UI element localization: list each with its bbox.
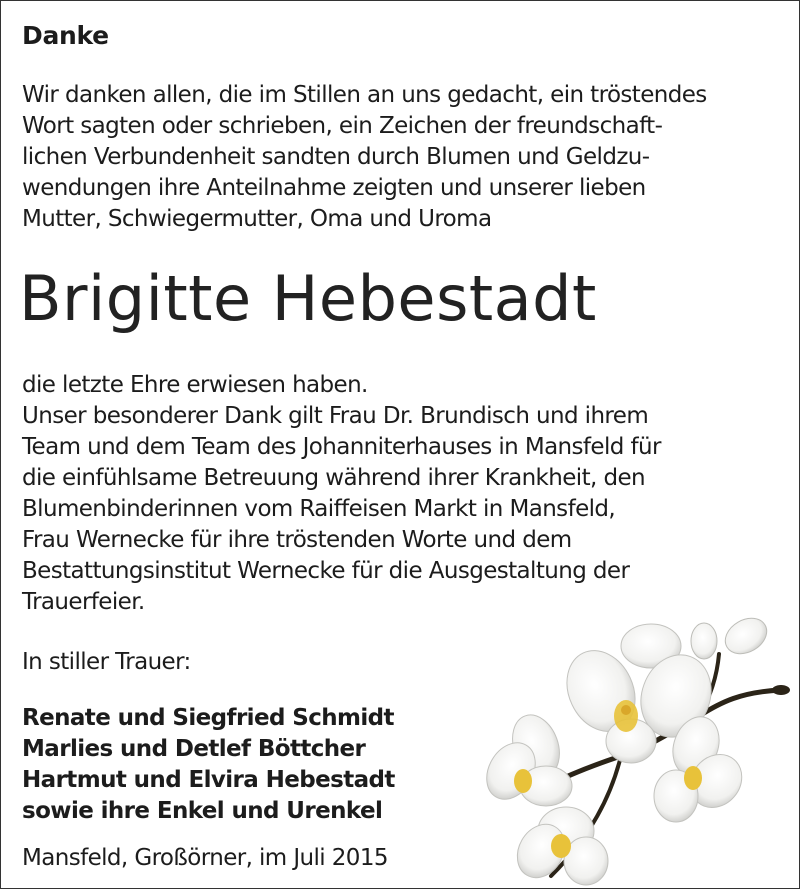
mourner-entry: Marlies und Detlef Böttcher [22, 736, 366, 762]
mourners-list [22, 703, 395, 827]
deceased-name: Brigitte Hebestadt [19, 262, 597, 335]
thanks-line: Unser besonderer Dank gilt Frau Dr. Brundisch und ihrem [22, 403, 649, 429]
thanks-line: Trauerfeier. [22, 589, 145, 615]
thanks-line: die einfühlsame Betreuung während ihrer Krankheit, den [22, 465, 645, 491]
thanks-line: Blumenbinderinnen vom Raiffeisen Markt in Mansfeld, [22, 496, 616, 522]
thanks-line: Team und dem Team des Johanniterhauses in Mansfeld für [22, 434, 661, 460]
orchid-flower-left [481, 708, 572, 808]
intro-line: Wir danken allen, die im Stillen an uns gedacht, ein tröstendes [22, 82, 707, 108]
intro-line: Mutter, Schwiegermutter, Oma und Uroma [22, 206, 492, 232]
thanks-line: Bestattungsinstitut Wernecke für die Ausgestaltung der [22, 558, 630, 584]
intro-line: Wort sagten oder schrieben, ein Zeichen der freundschaft- [22, 113, 663, 139]
mourner-entry: sowie ihre Enkel und Urenkel [22, 798, 383, 824]
notice-heading: Danke [22, 21, 109, 50]
intro-line: lichen Verbundenheit sandten durch Blumen und Geldzu- [22, 144, 650, 170]
thanks-line: die letzte Ehre erwiesen haben. [22, 372, 368, 398]
thanks-paragraph [22, 370, 661, 618]
mourner-entry: Renate und Siegfried Schmidt [22, 705, 394, 731]
orchid-flower-bottom [508, 807, 608, 886]
thanks-line: Frau Wernecke für ihre tröstenden Worte und dem [22, 527, 572, 553]
mourning-label: In stiller Trauer: [22, 649, 191, 675]
orchid-image [481, 606, 799, 888]
mourner-entry: Hartmut und Elvira Hebestadt [22, 767, 395, 793]
place-date: Mansfeld, Großörner, im Juli 2015 [22, 845, 388, 871]
intro-paragraph [22, 80, 707, 235]
intro-line: wendungen ihre Anteilnahme zeigten und unserer lieben [22, 175, 646, 201]
